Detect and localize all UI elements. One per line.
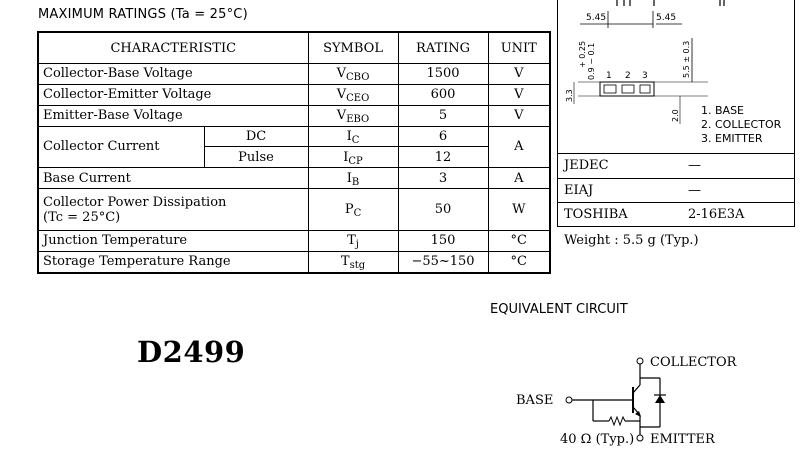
row-symbol: $I_B$ [308, 168, 398, 189]
row-symbol: $T_j$ [308, 231, 398, 252]
standard-value: 2-16E3A [688, 207, 745, 222]
row-symbol: $I_C$ [308, 126, 398, 147]
standard-row-toshiba [558, 202, 794, 227]
pin-legend-base: 1. BASE [701, 104, 744, 117]
row-unit: V [488, 64, 550, 85]
row-rating: 150 [398, 231, 488, 252]
row-rating: 6 [398, 126, 488, 147]
row-unit: °C [488, 231, 550, 252]
row-rating: 50 [398, 189, 488, 231]
row-unit: A [488, 168, 550, 189]
row-rating: 600 [398, 84, 488, 105]
header-characteristic: CHARACTERISTIC [38, 32, 308, 64]
row-symbol: $T_{stg}$ [308, 251, 398, 273]
part-number: D2499 [137, 335, 246, 369]
standard-value: — [688, 158, 701, 173]
table-row [38, 84, 550, 105]
table-row [38, 105, 550, 126]
row-unit: V [488, 105, 550, 126]
package-outline-box [557, 0, 795, 227]
standard-key: EIAJ [564, 183, 594, 198]
table-row [38, 231, 550, 252]
resistor-icon [609, 417, 625, 425]
row-unit: A [488, 126, 550, 168]
row-label: Junction Temperature [38, 231, 308, 252]
pin-legend-emitter: 3. EMITTER [701, 132, 763, 145]
pin-number-2: 2 [625, 71, 631, 81]
equivalent-circuit-title: EQUIVALENT CIRCUIT [490, 302, 628, 317]
row-rating: 3 [398, 168, 488, 189]
row-condition: Pulse [204, 147, 308, 168]
row-label: Base Current [38, 168, 308, 189]
maximum-ratings-table [37, 31, 551, 274]
standard-row-eiaj [558, 178, 794, 203]
resistor-label: 40 Ω (Typ.) [560, 432, 635, 447]
header-rating: RATING [398, 32, 488, 64]
dim-right-label: 5.45 [656, 13, 677, 23]
row-rating: 12 [398, 147, 488, 168]
header-unit: UNIT [488, 32, 550, 64]
row-symbol: $V_{CBO}$ [308, 64, 398, 85]
table-row [38, 251, 550, 273]
row-rating: 5 [398, 105, 488, 126]
row-label: Emitter-Base Voltage [38, 105, 308, 126]
dim-height-label: 5.5 ± 0.3 [682, 40, 691, 78]
header-symbol: SYMBOL [308, 32, 398, 64]
row-label: Storage Temperature Range [38, 251, 308, 273]
row-unit: V [488, 84, 550, 105]
ratings-title: MAXIMUM RATINGS (Ta = 25°C) [38, 7, 248, 22]
table-row [38, 64, 550, 85]
row-symbol: $V_{EBO}$ [308, 105, 398, 126]
standard-row-jedec [558, 153, 794, 178]
collector-label: COLLECTOR [650, 355, 737, 370]
pin-number-1: 1 [606, 71, 612, 81]
dim-lead-label: 3.3 [565, 89, 574, 102]
emitter-terminal [637, 435, 643, 441]
package-weight: Weight : 5.5 g (Typ.) [564, 233, 699, 248]
row-condition: DC [204, 126, 308, 147]
standard-value: — [688, 183, 701, 198]
dim-pitch-label: 2.0 [671, 109, 680, 122]
row-rating: −55~150 [398, 251, 488, 273]
standard-key: JEDEC [564, 158, 609, 173]
equivalent-circuit-diagram [505, 345, 795, 460]
pin-legend-collector: 2. COLLECTOR [701, 118, 782, 131]
row-unit: W [488, 189, 550, 231]
base-label: BASE [516, 393, 554, 408]
package-drawing [558, 0, 794, 150]
row-unit: °C [488, 251, 550, 273]
dim-thick-label: 0.9 − 0.1 [587, 42, 596, 80]
row-label: Collector-Emitter Voltage [38, 84, 308, 105]
dim-thick-tol-label: + 0.25 [578, 40, 587, 68]
table-row [38, 168, 550, 189]
row-symbol: $I_{CP}$ [308, 147, 398, 168]
row-symbol: $V_{CEO}$ [308, 84, 398, 105]
pin-number-3: 3 [642, 71, 648, 81]
emitter-label: EMITTER [650, 432, 715, 447]
dim-left-label: 5.45 [586, 13, 607, 23]
collector-terminal [637, 358, 643, 364]
table-row [38, 126, 550, 147]
table-header-row [38, 32, 550, 64]
standard-key: TOSHIBA [564, 207, 628, 222]
row-label: Collector Power Dissipation (Tc = 25°C) [38, 189, 308, 231]
row-label: Collector-Base Voltage [38, 64, 308, 85]
base-terminal [566, 397, 572, 403]
row-label: Collector Current [38, 126, 204, 168]
diode-icon [655, 395, 665, 403]
row-symbol: $P_C$ [308, 189, 398, 231]
row-rating: 1500 [398, 64, 488, 85]
table-row [38, 189, 550, 231]
